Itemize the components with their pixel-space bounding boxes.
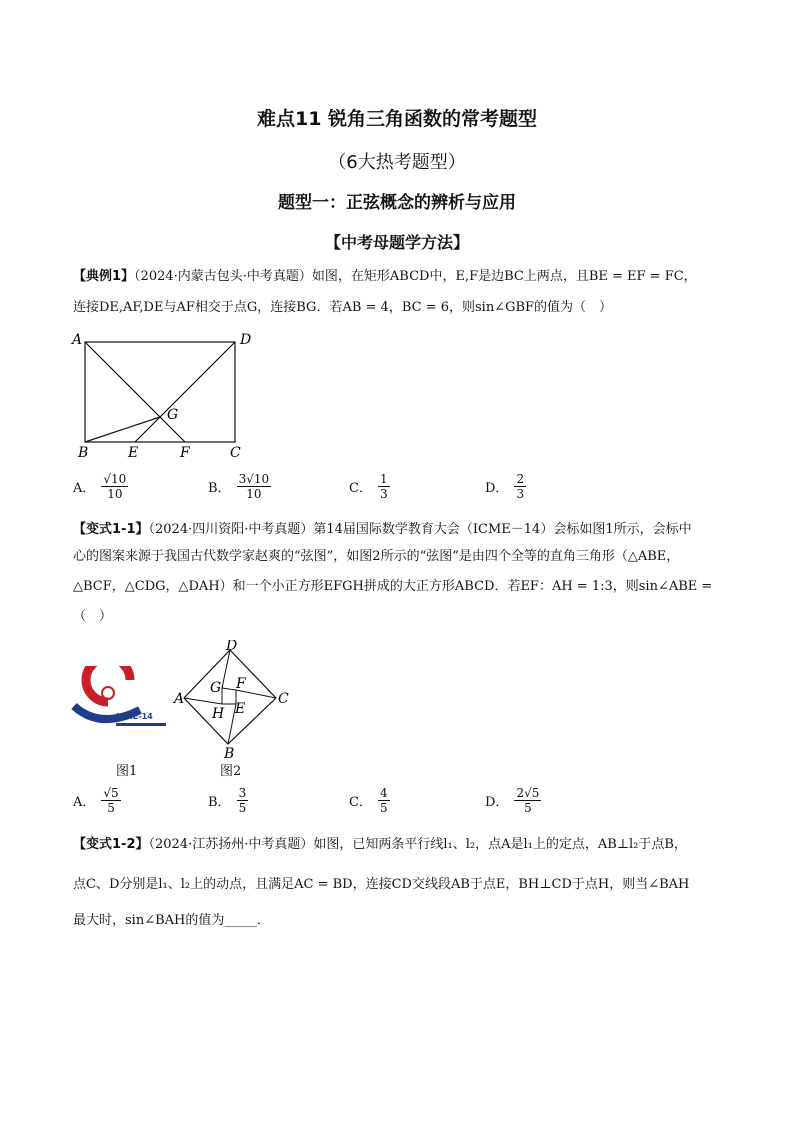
icme-logo — [70, 666, 170, 732]
fig2-label-d: D — [226, 640, 238, 654]
q2-line3: △BCF，△CDG，△DAH）和一个小正方形EFGH拼成的大正方形ABCD．若EF：AH = 1:3，则sin∠ABE = — [73, 579, 713, 594]
fig2-label-h: H — [212, 706, 225, 722]
fig2-caption: 图2 — [220, 764, 242, 779]
q1-label-f: F — [180, 445, 190, 460]
logo-underline — [116, 723, 166, 726]
q3-line3: 最大时，sin∠BAH的值为_____． — [73, 913, 270, 928]
fig1-caption: 图1 — [116, 764, 138, 779]
q2-line1 — [73, 519, 733, 541]
q2-tag: 【变式1-1】 — [73, 522, 149, 537]
q1-rect-outline — [85, 342, 235, 442]
q1-label-c: C — [230, 445, 241, 460]
q3-line2: 点C、D分别是l₁、l₂上的动点，且满足AC = BD，连接CD交线段AB于点E，BH⊥CD于点H，则当∠BAH — [73, 877, 690, 892]
q1-option-a[interactable]: A． $\frac{√10}{10}$ — [73, 472, 127, 501]
method-heading: 【中考母题学方法】 — [324, 233, 469, 252]
q2-option-c[interactable]: C． $\frac{4}{5}$ — [349, 786, 388, 815]
q1-label-d: D — [240, 332, 252, 348]
q1-label-a: A — [72, 332, 83, 348]
q1-line-de — [135, 342, 235, 442]
q1-line-bg — [85, 417, 160, 442]
q3-text1: （2024·江苏扬州·中考真题）如图，已知两条平行线l₁、l₂，点A是l₁上的定点，AB⊥l₂于点B， — [148, 837, 687, 852]
fig2-label-b: B — [224, 746, 235, 762]
logo-red-arc — [86, 666, 130, 702]
fig2-label-a: A — [174, 691, 185, 707]
q2-option-a[interactable]: A． $\frac{√5}{5}$ — [73, 786, 119, 815]
page-subtitle: （6大热考题型） — [328, 152, 466, 173]
q1-option-d[interactable]: D． $\frac{2}{3}$ — [485, 472, 525, 501]
fig2-label-g: G — [210, 680, 222, 696]
small-square — [222, 688, 236, 704]
q3-tag: 【变式1-2】 — [73, 837, 149, 852]
q1-label-g: G — [167, 407, 179, 423]
page-title: 难点11 锐角三角函数的常考题型 — [256, 108, 538, 130]
q3-line1 — [73, 834, 733, 856]
line-dg — [222, 650, 230, 688]
q2-option-b[interactable]: B． $\frac{3}{5}$ — [208, 786, 247, 815]
fig2-label-f: F — [236, 676, 246, 692]
q1-line1 — [73, 266, 733, 288]
q1-line2: 连接DE,AF,DE与AF相交于点G，连接BG．若AB = 4，BC = 6，则sin∠GBF的值为（ ） — [73, 300, 613, 315]
q1-label-b: B — [78, 445, 89, 460]
big-square — [184, 650, 276, 744]
q2-text1: （2024·四川资阳·中考真题）第14届国际数学教育大会（ICME－14）会标如图1所示，会标中 — [148, 522, 692, 537]
q1-tag: 【典例1】 — [73, 269, 135, 284]
fig2-label-c: C — [278, 691, 289, 707]
q1-text1: （2024·内蒙古包头·中考真题）如图，在矩形ABCD中，E,F是边BC上两点，且BE = EF = FC， — [134, 269, 697, 284]
q2-line2: 心的图案来源于我国古代数学家赵爽的“弦图”，如图2所示的“弦图”是由四个全等的直角三角形（△ABE， — [73, 549, 680, 564]
q1-option-b[interactable]: B． $\frac{3√10}{10}$ — [208, 472, 270, 501]
section-heading: 题型一：正弦概念的辨析与应用 — [278, 193, 516, 213]
q1-rectangle-figure — [68, 330, 268, 460]
q2-line4: （ ） — [73, 609, 113, 624]
logo-text: ICME-14 — [116, 712, 153, 721]
q2-option-d[interactable]: D． $\frac{2√5}{5}$ — [485, 786, 540, 815]
q1-line-af — [85, 342, 185, 442]
fig2-label-e: E — [235, 701, 246, 717]
q1-option-c[interactable]: C． $\frac{1}{3}$ — [349, 472, 388, 501]
zhaoshuang-figure — [170, 640, 290, 762]
q1-label-e: E — [128, 445, 139, 460]
logo-center-ring — [102, 687, 114, 699]
